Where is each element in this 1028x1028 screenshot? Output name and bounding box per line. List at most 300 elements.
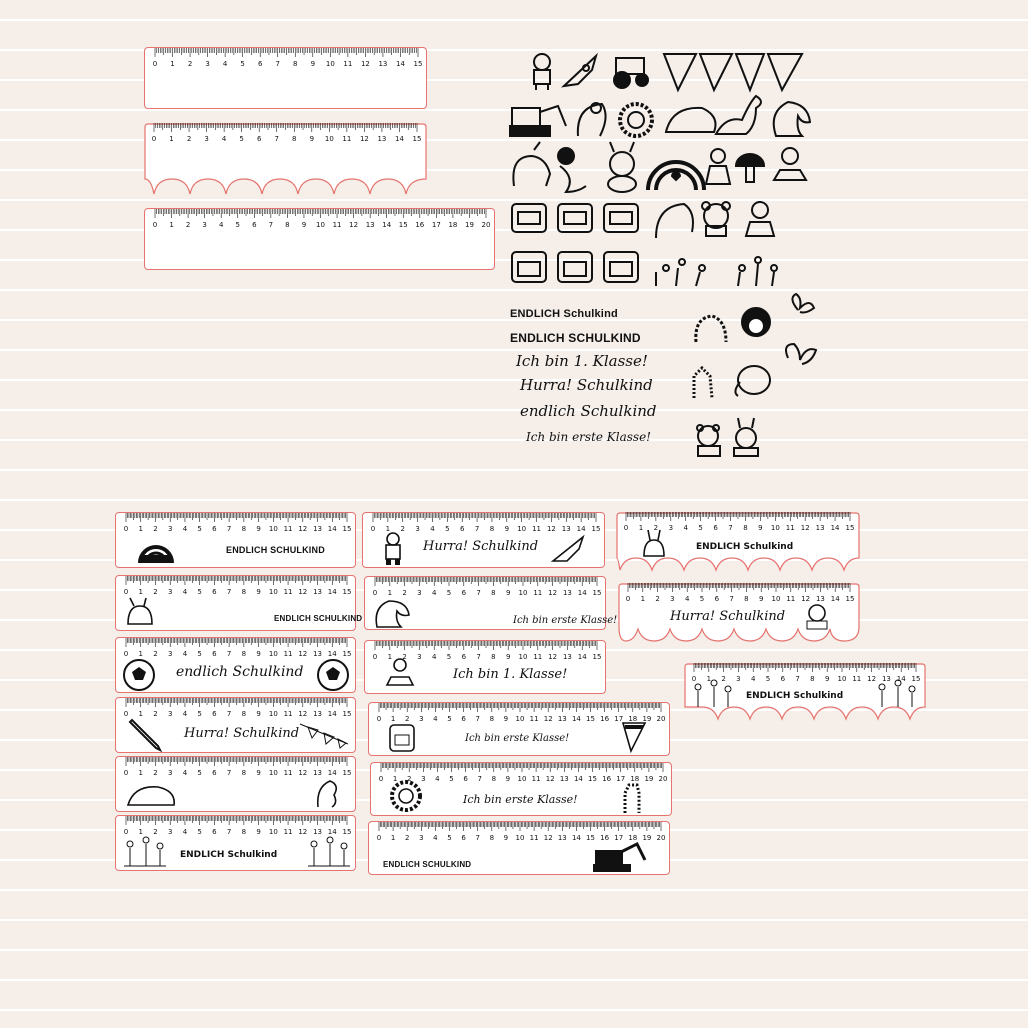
tick-label: 19 (644, 775, 654, 783)
tick-label: 0 (370, 525, 376, 533)
tick-label: 15 (412, 135, 422, 143)
ballerina-bear-icon (774, 148, 806, 180)
tick-label: 11 (283, 525, 293, 533)
tick-label: 3 (417, 653, 422, 661)
tick-label: 6 (459, 525, 465, 533)
tick-label: 10 (837, 675, 847, 683)
sticker-text: endlich Schulkind (520, 402, 657, 420)
bunting-icon (296, 718, 352, 752)
tick-label: 4 (218, 221, 224, 229)
flowers-icon (120, 836, 170, 868)
tick-label: 5 (197, 828, 202, 836)
tick-label: 3 (415, 525, 420, 533)
ruler-scale (116, 513, 357, 537)
tick-label: 4 (431, 589, 437, 597)
tick-label: 3 (670, 595, 675, 603)
tick-label: 15 (591, 525, 601, 533)
tick-label: 9 (310, 60, 316, 68)
elephant-icon (735, 366, 770, 396)
tick-label: 13 (365, 221, 375, 229)
tick-label: 9 (256, 525, 261, 533)
ruler-20cm (370, 762, 672, 816)
bunny-icon (640, 526, 668, 558)
tick-label: 5 (698, 524, 703, 532)
tick-label: 12 (546, 525, 556, 533)
tick-label: 0 (376, 834, 382, 842)
tick-label: 3 (205, 60, 210, 68)
tick-label: 2 (402, 653, 407, 661)
tick-label: 8 (292, 135, 297, 143)
tick-label: 12 (298, 769, 308, 777)
ballerina-icon (385, 657, 415, 693)
tick-label: 7 (728, 524, 733, 532)
tick-label: 0 (123, 525, 129, 533)
tick-label: 18 (630, 775, 640, 783)
tick-label: 4 (750, 675, 756, 683)
tick-label: 3 (167, 525, 173, 533)
tick-label: 14 (327, 828, 337, 836)
unicorn-icon (656, 204, 693, 238)
zebra-icon (696, 316, 726, 342)
tick-label: 7 (226, 525, 232, 533)
tick-label: 9 (505, 653, 511, 661)
tick-label: 13 (815, 595, 825, 603)
tick-label: 14 (571, 834, 581, 842)
tick-label: 2 (404, 834, 410, 842)
tick-label: 7 (795, 675, 800, 683)
tick-label: 9 (256, 710, 261, 718)
ruler-caption: Hurra! Schulkind (423, 539, 539, 554)
fairy-icon (706, 149, 730, 184)
tick-label: 7 (475, 715, 480, 723)
tick-label: 11 (342, 135, 352, 143)
tick-label: 15 (342, 828, 352, 836)
tick-label: 3 (419, 834, 424, 842)
soccer-ball-icon (316, 658, 350, 692)
dinosaur-icon (578, 103, 606, 136)
tick-label: 6 (257, 60, 263, 68)
tick-label: 2 (406, 775, 412, 783)
ruler-15cm (115, 756, 356, 812)
tick-label: 9 (504, 525, 510, 533)
tick-label: 9 (503, 715, 509, 723)
tick-label: 20 (658, 775, 668, 783)
tick-label: 8 (489, 834, 495, 842)
tick-label: 15 (398, 221, 408, 229)
tick-label: 12 (349, 221, 359, 229)
tick-label: 8 (285, 221, 290, 229)
tick-label: 0 (378, 775, 384, 783)
tick-label: 7 (226, 650, 232, 658)
tick-label: 10 (316, 221, 325, 229)
tick-label: 14 (830, 524, 840, 532)
tick-label: 1 (138, 588, 143, 596)
tick-label: 19 (464, 221, 474, 229)
tick-label: 1 (169, 135, 174, 143)
tick-label: 3 (167, 769, 173, 777)
tick-label: 10 (268, 828, 278, 836)
tick-label: 5 (447, 834, 452, 842)
backpack-icon (387, 719, 417, 753)
tick-label: 6 (463, 775, 468, 783)
flowers-icon (304, 836, 354, 868)
tick-label: 13 (313, 769, 322, 777)
ruler-15cm (115, 697, 356, 753)
tick-label: 7 (268, 221, 274, 229)
school-cone-icon (664, 54, 802, 90)
tick-label: 11 (343, 60, 353, 68)
tick-label: 5 (449, 775, 454, 783)
tick-label: 6 (252, 221, 257, 229)
tick-label: 4 (182, 588, 188, 596)
excavator-icon (510, 106, 566, 136)
ruler-15cm (115, 815, 356, 871)
ruler-15cm-scalloped (684, 663, 926, 721)
ruler-15cm (362, 512, 605, 568)
tick-label: 1 (138, 525, 143, 533)
tick-label: 20 (656, 715, 666, 723)
tick-label: 5 (699, 595, 705, 603)
tick-label: 11 (531, 775, 541, 783)
tick-label: 0 (123, 828, 129, 836)
tick-label: 13 (557, 834, 567, 842)
tick-label: 2 (721, 675, 726, 683)
tick-label: 9 (503, 834, 509, 842)
tick-label: 14 (382, 221, 392, 229)
tick-label: 0 (123, 650, 129, 658)
tick-label: 2 (153, 769, 158, 777)
backpack-icon (604, 252, 638, 282)
tick-label: 14 (576, 525, 586, 533)
tick-label: 1 (138, 650, 143, 658)
tick-label: 5 (447, 715, 452, 723)
tick-label: 19 (642, 715, 652, 723)
tick-label: 14 (571, 715, 581, 723)
tick-label: 12 (543, 834, 553, 842)
backpack-icon (558, 204, 592, 232)
tick-label: 15 (586, 715, 595, 723)
tick-label: 8 (293, 60, 298, 68)
tick-label: 20 (481, 221, 491, 229)
tick-label: 10 (517, 525, 527, 533)
tick-label: 15 (342, 769, 352, 777)
flowers-icon (738, 257, 777, 286)
dinosaur-icon (312, 773, 342, 809)
ruler-caption: Ich bin erste Klasse! (465, 733, 570, 744)
astronaut-icon (534, 54, 550, 90)
ruler-scale (145, 48, 428, 78)
tick-label: 11 (532, 525, 541, 533)
tick-label: 9 (256, 650, 261, 658)
tick-label: 10 (268, 588, 278, 596)
tick-label: 3 (421, 775, 426, 783)
tick-label: 5 (446, 653, 452, 661)
tick-label: 14 (830, 595, 840, 603)
tick-label: 18 (628, 715, 638, 723)
tick-label: 14 (395, 135, 404, 143)
tick-label: 2 (400, 525, 405, 533)
tick-label: 17 (614, 715, 624, 723)
princess-icon (746, 202, 774, 236)
tick-label: 2 (185, 221, 191, 229)
tick-label: 14 (573, 775, 583, 783)
tick-label: 13 (313, 588, 322, 596)
tick-label: 14 (327, 710, 337, 718)
tick-label: 2 (404, 715, 410, 723)
tick-label: 1 (169, 221, 174, 229)
excavator-icon (591, 840, 651, 874)
tick-label: 4 (431, 653, 437, 661)
tick-label: 7 (275, 60, 280, 68)
tick-label: 11 (852, 675, 862, 683)
tick-label: 12 (801, 595, 811, 603)
tick-label: 14 (577, 653, 587, 661)
tick-label: 4 (182, 828, 188, 836)
tick-label: 0 (123, 769, 129, 777)
tick-label: 14 (896, 675, 906, 683)
tick-label: 16 (415, 221, 425, 229)
tick-label: 10 (517, 775, 527, 783)
tick-label: 3 (668, 524, 674, 532)
sticker-text: Hurra! Schulkind (520, 376, 653, 394)
tick-label: 3 (167, 588, 173, 596)
blank-ruler-15cm-scalloped (144, 123, 427, 195)
tick-label: 9 (505, 775, 511, 783)
tick-label: 5 (197, 710, 202, 718)
ruler-scale (145, 209, 496, 239)
tick-label: 10 (324, 135, 334, 143)
tick-label: 10 (518, 653, 528, 661)
tick-label: 3 (204, 135, 209, 143)
ruler-caption: ENDLICH Schulkind (696, 542, 794, 552)
butterfly-icon (786, 344, 816, 364)
tick-label: 2 (402, 589, 407, 597)
tractor-icon (614, 58, 648, 88)
tick-label: 3 (736, 675, 741, 683)
tick-label: 3 (419, 715, 424, 723)
butterfly-icon (792, 294, 814, 313)
tick-label: 8 (241, 769, 247, 777)
tick-label: 15 (592, 653, 602, 661)
tick-label: 7 (226, 588, 232, 596)
tick-label: 13 (881, 675, 891, 683)
tick-label: 7 (476, 589, 481, 597)
bunny-icon (608, 142, 636, 192)
backpack-icon (604, 204, 638, 232)
tick-label: 0 (123, 588, 129, 596)
tick-label: 19 (642, 834, 652, 842)
tick-label: 13 (378, 60, 388, 68)
tick-label: 11 (332, 221, 342, 229)
tick-label: 12 (360, 60, 370, 68)
ruler-15cm (364, 576, 618, 630)
tick-label: 5 (239, 135, 244, 143)
tick-label: 13 (313, 710, 322, 718)
ruler-scale (144, 123, 427, 153)
tick-label: 0 (151, 135, 157, 143)
ruler-caption: Ich bin 1. Klasse! (453, 667, 568, 682)
tick-label: 0 (123, 710, 129, 718)
tick-label: 12 (298, 828, 308, 836)
tick-label: 6 (212, 588, 217, 596)
tick-label: 12 (298, 588, 308, 596)
tick-label: 12 (548, 589, 558, 597)
tick-label: 15 (342, 588, 352, 596)
tick-label: 13 (561, 525, 571, 533)
tick-label: 12 (543, 715, 553, 723)
tick-label: 0 (376, 715, 382, 723)
triceratops-icon (124, 777, 180, 809)
sticker-text: Ich bin 1. Klasse! (516, 352, 648, 370)
tick-label: 11 (533, 653, 543, 661)
tick-label: 7 (274, 135, 279, 143)
backpack-icon (512, 252, 546, 282)
tick-label: 15 (845, 595, 855, 603)
bear-icon (697, 425, 720, 456)
flowers-icon (656, 259, 705, 286)
tick-label: 0 (691, 675, 697, 683)
tick-label: 5 (235, 221, 240, 229)
tick-label: 1 (387, 653, 393, 661)
backpack-icon (558, 252, 592, 282)
tick-label: 13 (313, 650, 322, 658)
bear-icon (802, 601, 832, 631)
tick-label: 3 (202, 221, 207, 229)
tick-label: 4 (182, 710, 188, 718)
tick-label: 15 (592, 589, 602, 597)
tick-label: 3 (167, 710, 173, 718)
ruler-20cm (368, 821, 670, 875)
rocket-icon (549, 533, 589, 565)
tick-label: 10 (515, 715, 525, 723)
sticker-text: ENDLICH Schulkind (510, 308, 618, 320)
backpack-icon (512, 204, 546, 232)
tick-label: 5 (240, 60, 245, 68)
tick-label: 14 (396, 60, 405, 68)
pencil-icon (126, 718, 162, 752)
tick-label: 4 (683, 524, 688, 532)
tick-label: 5 (197, 588, 202, 596)
sticker-drawings (506, 46, 824, 458)
tick-label: 0 (623, 524, 629, 532)
tick-label: 15 (413, 60, 423, 68)
tick-label: 3 (417, 589, 422, 597)
tick-label: 6 (713, 524, 718, 532)
bunny-icon (122, 594, 158, 628)
blank-ruler-15cm (144, 47, 427, 109)
tick-label: 2 (153, 588, 158, 596)
flowers-icon (688, 679, 738, 709)
flowers-icon (872, 679, 922, 709)
horse-head-icon (371, 595, 411, 629)
tick-label: 8 (744, 595, 749, 603)
tick-label: 2 (655, 595, 660, 603)
tick-label: 15 (342, 650, 352, 658)
tick-label: 8 (489, 715, 495, 723)
tick-label: 9 (824, 675, 830, 683)
ruler-caption: Ich bin erste Klasse! (463, 793, 578, 806)
sticker-sheet (506, 46, 824, 458)
ruler-caption: ENDLICH SCHULKIND (274, 614, 363, 623)
tick-label: 6 (461, 715, 466, 723)
tick-label: 8 (491, 653, 496, 661)
tick-label: 0 (625, 595, 631, 603)
tick-label: 9 (758, 595, 764, 603)
tick-label: 4 (221, 135, 227, 143)
tick-label: 15 (342, 710, 352, 718)
tick-label: 1 (138, 710, 143, 718)
tick-label: 2 (186, 135, 192, 143)
tick-label: 14 (327, 525, 337, 533)
tick-label: 12 (548, 653, 558, 661)
tick-label: 1 (390, 715, 396, 723)
ruler-caption: ENDLICH Schulkind (180, 850, 278, 860)
tick-label: 14 (327, 769, 337, 777)
tick-label: 10 (515, 834, 525, 842)
tick-label: 5 (446, 589, 452, 597)
tick-label: 12 (298, 525, 308, 533)
tick-label: 7 (226, 769, 232, 777)
mushroom-icon (736, 154, 764, 182)
tick-label: 1 (138, 828, 143, 836)
soccer-ball-icon (122, 658, 156, 692)
ruler-15cm-scalloped (616, 512, 860, 574)
tick-label: 1 (385, 525, 391, 533)
blank-ruler-20cm (144, 208, 495, 270)
tick-label: 6 (461, 653, 467, 661)
tick-label: 6 (212, 525, 217, 533)
tick-label: 9 (505, 589, 511, 597)
ruler-caption: ENDLICH SCHULKIND (383, 860, 472, 869)
tick-label: 8 (491, 589, 496, 597)
tick-label: 9 (256, 588, 261, 596)
tick-label: 11 (529, 834, 539, 842)
tick-label: 6 (714, 595, 720, 603)
tick-label: 6 (780, 675, 786, 683)
tick-label: 9 (301, 221, 307, 229)
rainbow-icon (136, 535, 176, 565)
tick-label: 13 (562, 589, 572, 597)
tick-label: 2 (153, 828, 158, 836)
tick-label: 12 (298, 650, 308, 658)
tick-label: 11 (533, 589, 543, 597)
tick-label: 4 (433, 715, 438, 723)
ruler-15cm (364, 640, 606, 694)
ruler-caption: Hurra! Schulkind (670, 609, 786, 624)
unicorn-icon (513, 142, 550, 186)
tick-label: 15 (845, 524, 855, 532)
tick-label: 14 (327, 650, 337, 658)
ruler-15cm (115, 637, 356, 693)
tick-label: 1 (170, 60, 175, 68)
tick-label: 1 (390, 834, 396, 842)
tick-label: 10 (771, 595, 781, 603)
tick-label: 13 (562, 653, 572, 661)
tick-label: 9 (256, 828, 261, 836)
horse-head-icon (774, 102, 810, 136)
tick-label: 8 (241, 710, 247, 718)
tick-label: 2 (653, 524, 659, 532)
tick-label: 12 (298, 710, 308, 718)
giraffe-icon (694, 368, 712, 398)
tick-label: 11 (283, 710, 293, 718)
tick-label: 6 (212, 769, 217, 777)
tick-label: 5 (197, 769, 202, 777)
tick-label: 16 (600, 834, 610, 842)
tick-label: 15 (911, 675, 921, 683)
tick-label: 13 (557, 715, 567, 723)
tick-label: 10 (268, 710, 278, 718)
